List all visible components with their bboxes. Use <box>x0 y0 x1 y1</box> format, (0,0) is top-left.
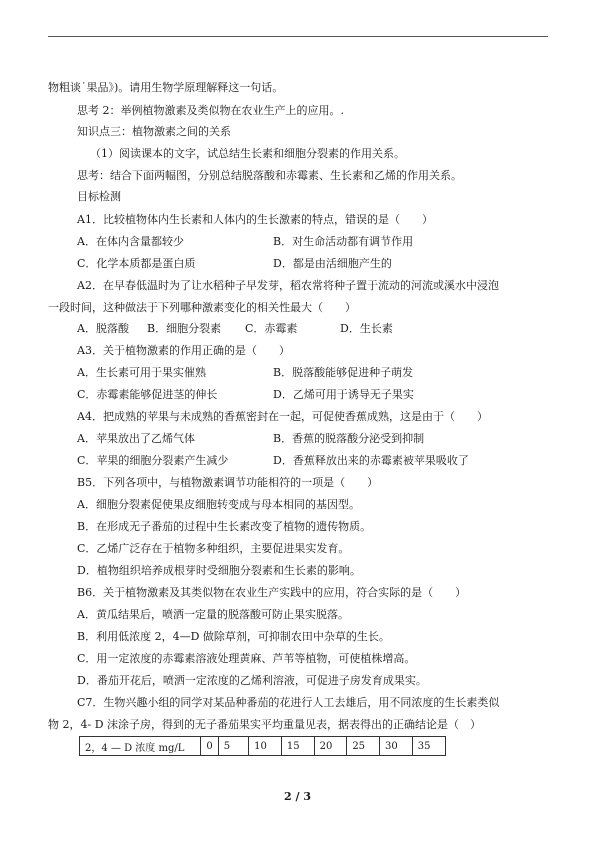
option-b: B．在形成无子番茄的过程中生长素改变了植物的遗传物质。 <box>77 520 372 533</box>
concentration-table <box>79 736 446 756</box>
question-stem-continued: 物 2，4- D 沫涂子房，得到的无子番茄果实平均重量见表，据表得出的正确结论是（ ） <box>48 718 482 731</box>
option-a: A．苹果放出了乙烯气体 <box>77 432 195 445</box>
text-line: （1）阅读课本的文字，试总结生长素和细胞分裂素的作用关系。 <box>90 147 405 160</box>
option-a: A．在体内含量都较少 <box>77 235 184 248</box>
option-d: D．都是由活细胞产生的 <box>273 257 392 270</box>
option-c: C．赤霉素 <box>245 322 298 335</box>
option-d: D．乙烯可用于诱导无子果实 <box>273 388 414 401</box>
question-stem: A3．关于植物激素的作用正确的是（ ） <box>77 344 290 357</box>
option-a: A．细胞分裂素促使果皮细胞转变成与母本相同的基因型。 <box>77 498 360 511</box>
option-b: B．利用低浓度 2，4—D 做除草剂，可抑制农田中杂草的生长。 <box>77 630 390 643</box>
page-number: 2 / 3 <box>284 790 311 803</box>
question-stem: C7．生物兴趣小组的同学对某品种番茄的花进行人工去雄后，用不同浓度的生长素类似 <box>77 696 500 709</box>
section-heading: 目标检测 <box>77 190 121 203</box>
option-d: D．香蕉释放出来的赤霉素被苹果吸收了 <box>273 454 469 467</box>
option-a: A．生长素可用于果实催熟 <box>77 366 206 379</box>
table-cell: 35 <box>412 737 445 756</box>
table-cell: 10 <box>249 737 282 756</box>
question-stem: A2．在早春低温时为了让水稻种子早发芽，稻农常将种子置于流动的河流或溪水中浸泡 <box>77 279 499 292</box>
option-a: A．黄瓜结果后，喷洒一定量的脱落酸可防止果实脱落。 <box>77 608 349 621</box>
question-stem: A1．比较植物体内生长素和人体内的生长激素的特点，错误的是（ ） <box>77 213 433 226</box>
question-stem-continued: 一段时间，这种做法于下列哪种激素变化的相关性最大（ ） <box>48 301 356 314</box>
section-heading: 知识点三：植物激素之间的关系 <box>77 125 231 138</box>
text-line: 物粗谈˙果品》)。请用生物学原理解释这一句话。 <box>48 81 284 94</box>
table-cell: 0 <box>201 737 218 756</box>
option-b: B．脱落酸能够促进种子萌发 <box>273 366 414 379</box>
table-cell: 20 <box>314 737 347 756</box>
option-d: D．番茄开花后，喷洒一定浓度的乙烯利溶液，可促进子房发育成果实。 <box>77 674 427 687</box>
question-stem: B5．下列各项中，与植物激素调节功能相符的一项是（ ） <box>77 476 379 489</box>
option-c: C．赤霉素能够促进茎的伸长 <box>77 388 218 401</box>
table-cell: 5 <box>218 737 248 756</box>
think-line: 思考：结合下面两幅图，分别总结脱落酸和赤霉素、生长素和乙烯的作用关系。 <box>77 169 462 182</box>
option-c: C．乙烯广泛存在于植物多种组织，主要促进果实发育。 <box>77 542 350 555</box>
table-header-cell: 2，4 — D 浓度 mg/L <box>80 737 201 756</box>
option-c: C．苹果的细胞分裂素产生减少 <box>77 454 229 467</box>
table-row <box>80 737 446 756</box>
option-b: B．细胞分裂素 <box>147 322 222 335</box>
question-stem: A4．把成熟的苹果与未成熟的香蕉密封在一起，可促使香蕉成熟，这是由于（ ） <box>77 410 488 423</box>
option-b: B．对生命活动都有调节作用 <box>273 235 414 248</box>
option-d: D．植物组织培养成根芽时受细胞分裂素和生长素的影响。 <box>77 564 361 577</box>
option-a: A．脱落酸 <box>77 322 129 335</box>
header-rule <box>48 36 548 37</box>
option-b: B．香蕉的脱落酸分泌受到抑制 <box>273 432 425 445</box>
think-2-line: 思考 2：举例植物激素及类似物在农业生产上的应用。. <box>77 104 344 117</box>
option-d: D．生长素 <box>340 322 393 335</box>
table-cell: 15 <box>281 737 314 756</box>
table-cell: 30 <box>380 737 413 756</box>
table-cell: 25 <box>347 737 380 756</box>
option-c: C．用一定浓度的赤霉素溶液处理黄麻、芦苇等植物，可使植株增高。 <box>77 652 416 665</box>
question-stem: B6．关于植物激素及其类似物在农业生产实践中的应用，符合实际的是（ ） <box>77 586 467 599</box>
option-c: C．化学本质都是蛋白质 <box>77 257 196 270</box>
